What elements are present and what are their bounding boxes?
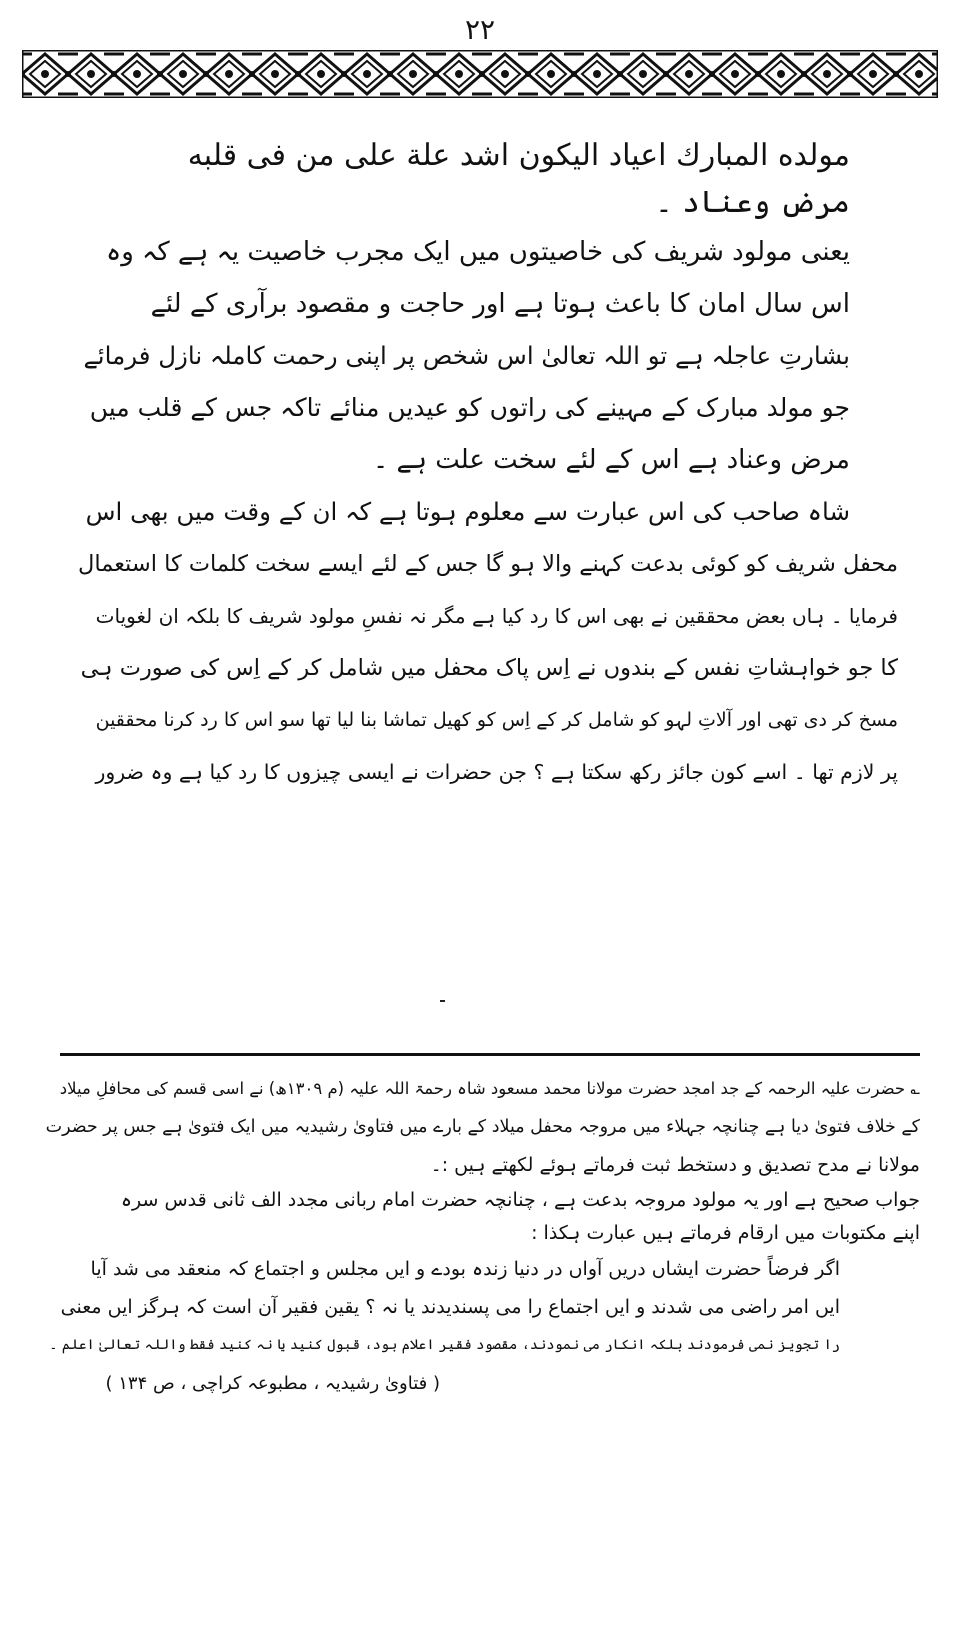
translation-line: اس سال امان کا باعث ہوتا ہے اور حاجت و مقصود برآری کے لئے	[150, 289, 850, 319]
footnote-line: مولانا نے مدح تصدیق و دستخط ثبت فرماتے ہوئے لکھتے ہیں :۔	[430, 1154, 920, 1176]
translation-line: بشارتِ عاجلہ ہے تو اللہ تعالیٰ اس شخص پر اپنی رحمت کاملہ نازل فرمائے	[83, 341, 850, 370]
arabic-quote-line-1: مولده المبارك اعياد اليكون اشد علة علی من فی قلبه	[187, 138, 850, 173]
footnote-line: کے خلاف فتویٰ دیا ہے چنانچہ جہلاء میں مروجہ محفل میلاد کے بارے میں فتاویٰ رشیدیہ میں ایک فتویٰ ہے جس پر حضرت	[45, 1117, 920, 1137]
translation-line: مرض وعناد ہے اس کے لئے سخت علت ہے ۔	[372, 445, 850, 475]
main-text	[77, 132, 900, 798]
paragraph-line: مسخ کر دی تھی اور آلاتِ لہو کو شامل کر کے اِس کو کھیل تماشا بنا لیا تھا سو اس کا رد کرنا محققین	[95, 709, 898, 731]
decorative-border	[22, 50, 938, 98]
footnotes	[40, 1070, 920, 1404]
footnote-line: اپنے مکتوبات میں ارقام فرماتے ہیں عبارت ہکذا :	[531, 1222, 920, 1244]
persian-quote-line: ایں امر راضی می شدند و ایں اجتماع را می پسندیدند یا نہ ؟ یقین فقیر آن است کہ ہرگز ایں معنی	[60, 1296, 840, 1318]
footnote-line: ؎ حضرت علیہ الرحمہ کے جد امجد حضرت مولانا محمد مسعود شاہ رحمۃ اللہ علیہ (م ۱۳۰۹ھ) نے اسی قسم کی محافلِ میلاد	[59, 1079, 920, 1098]
paragraph-line: پر لازم تھا ۔ اسے کون جائز رکھ سکتا ہے ؟ جن حضرات نے ایسی چیزوں کا رد کیا ہے وہ ضرور	[95, 760, 898, 784]
persian-quote-line: را تجویز نمی فرمودند بلکہ انکار می نمودند، مقصود فقیر اعلام بود، قبول کنید یا نہ کنید فقط واللہ تعالیٰ اعلم ۔	[49, 1337, 840, 1353]
paragraph-line: شاہ صاحب کی اس عبارت سے معلوم ہوتا ہے کہ ان کے وقت میں بھی اس	[85, 497, 850, 526]
footnote-line: جواب صحیح ہے اور یہ مولود مروجہ بدعت ہے ، چنانچہ حضرت امام ربانی مجدد الف ثانی قدس سرہ	[120, 1189, 920, 1211]
translation-line: جو مولد مبارک کے مہینے کی راتوں کو عیدیں منائے تاکہ جس کے قلب میں	[89, 393, 850, 422]
translation-line: یعنی مولود شریف کی خاصیتوں میں ایک مجرب خاصیت یہ ہے کہ وہ	[106, 237, 850, 267]
paragraph-line: فرمایا ۔ ہاں بعض محققین نے بھی اس کا رد کیا ہے مگر نہ نفسِ مولود شریف کا بلکہ ان لغویات	[95, 604, 898, 628]
footnote-divider	[60, 1053, 920, 1056]
source-reference: ( فتاویٰ رشیدیہ ، مطبوعہ کراچی ، ص ۱۳۴ )	[105, 1373, 440, 1394]
paragraph-line: کا جو خواہشاتِ نفس کے بندوں نے اِس پاک محفل میں شامل کر کے اِس کی صورت ہی	[80, 655, 898, 681]
page-number: ٢٢	[464, 13, 496, 46]
paragraph-line: محفل شریف کو کوئی بدعت کہنے والا ہو گا جس کے لئے ایسے سخت کلمات کا استعمال	[77, 551, 898, 577]
text-mark	[440, 1000, 445, 1002]
persian-quote-line: اگر فرضاً حضرت ایشاں دریں آواں در دنیا زندہ بودے و ایں مجلس و اجتماع کہ منعقد می شد آیا	[90, 1258, 840, 1280]
arabic-quote-line-2: مرض وعناد ۔	[655, 185, 850, 220]
